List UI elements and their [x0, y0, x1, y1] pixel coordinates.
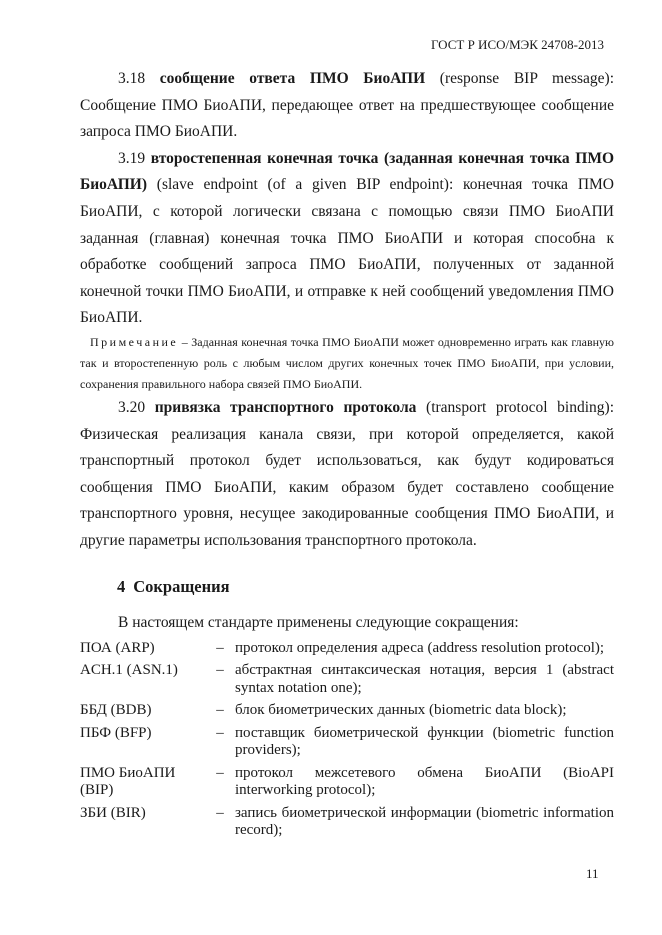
- entry-term: привязка транспортного протокола: [154, 398, 417, 416]
- entry-definition: (response BIP message): Сообщение ПМО БиоАПИ, передающее ответ на предшествующее сообщение запроса ПМО БиоАПИ.: [80, 70, 615, 141]
- entry-definition: (transport protocol binding): Физическая реализация канала связи, при которой определяется, какой транспортный протокол будет использоваться, как будут кодироваться сообщения ПМО БиоАПИ, каким образом будет составлено сообщение транспортного уровня, несущее закодированные сообщения ПМО БиоАПИ, и другие параметры использования транспортного протокола.: [80, 398, 614, 549]
- abbreviation-dash: –: [216, 662, 224, 678]
- abbreviation-definition: блок биометрических данных (biometric data block);: [235, 702, 567, 718]
- abbreviation-item: [80, 640, 614, 658]
- abbreviation-definition: абстрактная синтаксическая нотация, версия 1 (abstract syntax notation one);: [235, 662, 614, 696]
- abbreviation-list: [80, 640, 614, 840]
- abbreviation-item: [80, 765, 614, 800]
- abbreviation-dash: –: [216, 764, 224, 781]
- page-number: 11: [586, 866, 599, 881]
- abbreviation-item: [80, 662, 614, 697]
- abbreviation-definition: запись биометрической информации (biometric information record);: [235, 804, 614, 838]
- entry-definition: (slave endpoint (of a given BIP endpoint): конечная точка ПМО БиоАПИ, с которой логически связана с помощью связи ПМО БиоАПИ заданная (главная) конечная точка ПМО БиоАПИ и которая способна к обработке сообщений запроса ПМО БиоАПИ, полученных от заданной конечной точки ПМО БиоАПИ, и отправке к ней сообщений уведомления ПМО БиоАПИ.: [80, 176, 614, 327]
- entry-3-18: [80, 66, 614, 146]
- abbreviation-term: ПМО БиоАПИ (BIP): [80, 764, 176, 798]
- note-label: Примечание: [90, 334, 179, 349]
- abbreviation-term: ПОА (ARP): [80, 639, 155, 656]
- entry-term: второстепенная конечная точка (заданная конечная точка ПМО БиоАПИ): [80, 149, 615, 194]
- abbreviation-term: ББД (BDB): [80, 702, 152, 718]
- abbreviation-item: [80, 725, 614, 760]
- section-heading: [117, 577, 614, 597]
- abbreviation-dash: –: [216, 724, 224, 741]
- abbreviation-dash: –: [216, 702, 224, 718]
- page-body: [80, 66, 614, 845]
- abbreviation-term: ПБФ (BFP): [80, 724, 152, 741]
- entry-3-19: [80, 146, 614, 332]
- section-intro: В настоящем стандарте применены следующие сокращения:: [118, 613, 519, 631]
- entry-3-20: [80, 395, 614, 555]
- abbreviation-item: [80, 805, 614, 840]
- abbreviation-term: ACH.1 (ASN.1): [80, 662, 178, 678]
- abbreviation-definition: протокол определения адреса (address resolution protocol);: [235, 639, 605, 656]
- section-number: 4: [117, 576, 126, 596]
- note-text: – Заданная конечная точка ПМО БиоАПИ может одновременно играть как главную так и второстепенную роль с любым числом других конечных точек ПМО БиоАПИ, при условии, сохранения правильного набора связей ПМО БиоАПИ.: [80, 334, 614, 391]
- abbreviation-definition: поставщик биометрической функции (biometric function providers);: [235, 724, 614, 758]
- abbreviation-term: ЗБИ (BIR): [80, 804, 146, 821]
- entry-number: 3.19: [118, 149, 146, 167]
- abbreviation-dash: –: [216, 804, 224, 821]
- entry-term: сообщение ответа ПМО БиоАПИ: [159, 70, 426, 87]
- note: [80, 332, 614, 395]
- entry-number: 3.20: [118, 398, 146, 416]
- section-title: Сокращения: [133, 576, 230, 596]
- document-header: ГОСТ Р ИСО/МЭК 24708-2013: [430, 37, 604, 52]
- abbreviation-definition: протокол межсетевого обмена БиоАПИ (BioAPI interworking protocol);: [235, 764, 614, 798]
- entry-number: 3.18: [118, 70, 146, 87]
- abbreviation-item: [80, 702, 614, 720]
- abbreviation-dash: –: [216, 639, 224, 656]
